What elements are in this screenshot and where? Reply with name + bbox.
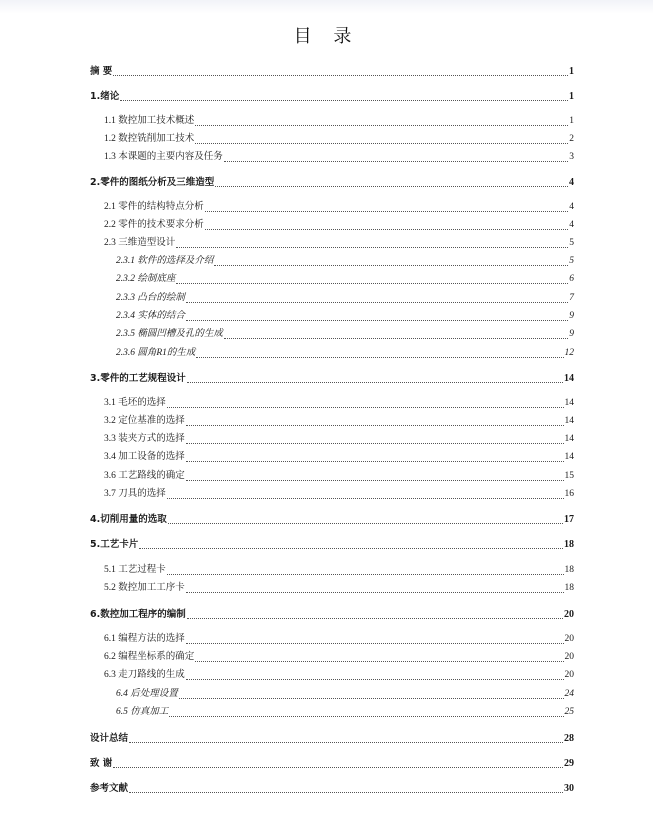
toc-entry-page-number: 3 (569, 152, 574, 162)
toc-entry (104, 487, 574, 501)
toc-entry-page-number: 2 (569, 134, 574, 144)
toc-entry (116, 346, 574, 360)
toc-entry-page-number: 7 (569, 293, 574, 303)
dot-leader (187, 382, 563, 383)
toc-entry-label: 2.3.5 椭圆凹槽及孔的生成 (116, 329, 223, 339)
toc-entry-label: 2.3.6 圆角R1的生成 (116, 348, 196, 358)
dot-leader (113, 767, 563, 768)
toc-entry-page-number: 9 (569, 311, 574, 321)
toc-entry-label: 6.1 编程方法的选择 (104, 634, 185, 644)
dot-leader (176, 247, 568, 248)
dot-leader (139, 548, 563, 549)
toc-entry-label: 5.1 工艺过程卡 (104, 565, 166, 575)
toc-entry (116, 309, 574, 323)
toc-entry-label: 1.1 数控加工技术概述 (104, 116, 195, 126)
toc-entry (90, 607, 574, 621)
toc-entry (104, 414, 574, 428)
toc-entry (116, 291, 574, 305)
toc-entry (90, 64, 574, 78)
dot-leader (176, 283, 568, 284)
toc-entry (104, 132, 574, 146)
toc-title: 目 录 (293, 26, 360, 47)
dot-leader (129, 742, 563, 743)
toc-entry (90, 89, 574, 103)
toc-entry-label: 5.工艺卡片 (90, 539, 139, 550)
toc-entry-label: 6.数控加工程序的编制 (90, 609, 186, 620)
toc-entry-label: 2.3 三维造型设计 (104, 238, 176, 248)
toc-entry-label: 4.切削用量的选取 (90, 514, 167, 525)
dot-leader (167, 407, 564, 408)
toc-entry-page-number: 6 (569, 274, 574, 284)
toc-entry (104, 668, 574, 682)
toc-entry (104, 563, 574, 577)
toc-entry-page-number: 5 (569, 238, 574, 248)
dot-leader (186, 679, 564, 680)
toc-entry (104, 432, 574, 446)
dot-leader (214, 265, 568, 266)
dot-leader (186, 592, 564, 593)
toc-entry-label: 2.3.4 实体的结合 (116, 311, 185, 321)
toc-entry-label: 2.3.2 绘制底座 (116, 274, 176, 284)
dot-leader (113, 75, 568, 76)
toc-entry-page-number: 14 (564, 373, 574, 384)
toc-entry (104, 469, 574, 483)
toc-entry (116, 687, 574, 701)
toc-entry-label: 1.2 数控铣削加工技术 (104, 134, 195, 144)
toc-entry-label: 6.2 编程坐标系的确定 (104, 652, 195, 662)
toc-entry-page-number: 18 (564, 583, 574, 593)
toc-entry-page-number: 9 (569, 329, 574, 339)
dot-leader (224, 161, 568, 162)
dot-leader (186, 302, 568, 303)
toc-entry-label: 3.7 刀具的选择 (104, 489, 166, 499)
toc-entry-label: 3.4 加工设备的选择 (104, 452, 185, 462)
dot-leader (120, 100, 568, 101)
toc-entry (90, 756, 574, 770)
page-top-shadow (0, 0, 653, 14)
toc-entry-label: 6.5 仿真加工 (116, 707, 169, 717)
toc-entry (90, 175, 574, 189)
toc-entry-page-number: 14 (564, 434, 574, 444)
toc-entry (104, 236, 574, 250)
toc-entry (90, 512, 574, 526)
dot-leader (186, 480, 564, 481)
toc-entry-page-number: 5 (569, 256, 574, 266)
toc-entry-label: 2.1 零件的结构特点分析 (104, 202, 204, 212)
dot-leader (195, 143, 568, 144)
toc-entry-label: 1.3 本课题的主要内容及任务 (104, 152, 223, 162)
toc-entry-page-number: 18 (564, 565, 574, 575)
toc-entry (104, 218, 574, 232)
dot-leader (205, 211, 568, 212)
toc-entry-label: 致 谢 (90, 758, 113, 769)
toc-entry-page-number: 16 (564, 489, 574, 499)
toc-entry-page-number: 20 (564, 652, 574, 662)
toc-entry (90, 371, 574, 385)
dot-leader (215, 186, 568, 187)
toc-entry-label: 设计总结 (90, 733, 129, 744)
toc-entry-page-number: 28 (564, 733, 574, 744)
toc-entry-page-number: 14 (564, 398, 574, 408)
toc-entry-page-number: 18 (564, 539, 574, 550)
toc-entry-page-number: 20 (564, 634, 574, 644)
toc-entry (90, 781, 574, 795)
toc-entry (104, 150, 574, 164)
toc-entry-label: 6.4 后处理设置 (116, 689, 178, 699)
toc-entry-page-number: 14 (564, 416, 574, 426)
toc-entry-page-number: 20 (564, 609, 574, 620)
toc-entry-page-number: 1 (569, 91, 574, 102)
dot-leader (186, 461, 564, 462)
toc-entry (90, 731, 574, 745)
toc-entry (90, 537, 574, 551)
toc-entry-page-number: 15 (564, 471, 574, 481)
dot-leader (129, 792, 563, 793)
toc-entry-page-number: 4 (569, 177, 574, 188)
dot-leader (186, 320, 568, 321)
toc-entry (104, 114, 574, 128)
dot-leader (195, 661, 563, 662)
toc-entry (104, 650, 574, 664)
dot-leader (196, 357, 563, 358)
dot-leader (186, 443, 564, 444)
toc-entry (116, 705, 574, 719)
dot-leader (167, 574, 564, 575)
toc-entry-label: 3.6 工艺路线的确定 (104, 471, 185, 481)
dot-leader (179, 698, 564, 699)
dot-leader (205, 229, 568, 230)
toc-entry-page-number: 24 (564, 689, 574, 699)
toc-entry (104, 200, 574, 214)
toc-entry-page-number: 1 (569, 116, 574, 126)
toc-entry-page-number: 29 (564, 758, 574, 769)
dot-leader (186, 425, 564, 426)
toc-entry-label: 2.2 零件的技术要求分析 (104, 220, 204, 230)
toc-entry-label: 2.3.3 凸台的绘制 (116, 293, 185, 303)
toc-entry (116, 254, 574, 268)
toc-entry (104, 632, 574, 646)
dot-leader (168, 523, 563, 524)
toc-entry (116, 272, 574, 286)
toc-entry (104, 581, 574, 595)
toc-entry-label: 3.1 毛坯的选择 (104, 398, 166, 408)
toc-entry-page-number: 30 (564, 783, 574, 794)
toc-entry-page-number: 4 (569, 202, 574, 212)
toc-entry-page-number: 20 (564, 670, 574, 680)
toc-entry (104, 396, 574, 410)
toc-entry-page-number: 12 (564, 348, 574, 358)
toc-entry-page-number: 14 (564, 452, 574, 462)
toc-entry (116, 327, 574, 341)
toc-entry-label: 3.3 装夹方式的选择 (104, 434, 185, 444)
toc-entry-label: 3.零件的工艺规程设计 (90, 373, 186, 384)
toc-entry-label: 摘 要 (90, 66, 113, 77)
toc-entry (104, 450, 574, 464)
toc-entry-page-number: 25 (564, 707, 574, 717)
toc-entry-label: 1.绪论 (90, 91, 120, 102)
dot-leader (169, 716, 563, 717)
toc-entry-label: 2.零件的图纸分析及三维造型 (90, 177, 215, 188)
dot-leader (195, 125, 568, 126)
toc-entry-label: 6.3 走刀路线的生成 (104, 670, 185, 680)
toc-entry-page-number: 4 (569, 220, 574, 230)
dot-leader (224, 338, 568, 339)
dot-leader (187, 618, 563, 619)
toc-entry-label: 5.2 数控加工工序卡 (104, 583, 185, 593)
dot-leader (167, 498, 564, 499)
dot-leader (186, 643, 564, 644)
toc-entry-page-number: 1 (569, 66, 574, 77)
toc-entry-label: 2.3.1 软件的选择及介绍 (116, 256, 214, 266)
toc-entry-label: 参考文献 (90, 783, 129, 794)
toc-entry-page-number: 17 (564, 514, 574, 525)
toc-entry-label: 3.2 定位基准的选择 (104, 416, 185, 426)
